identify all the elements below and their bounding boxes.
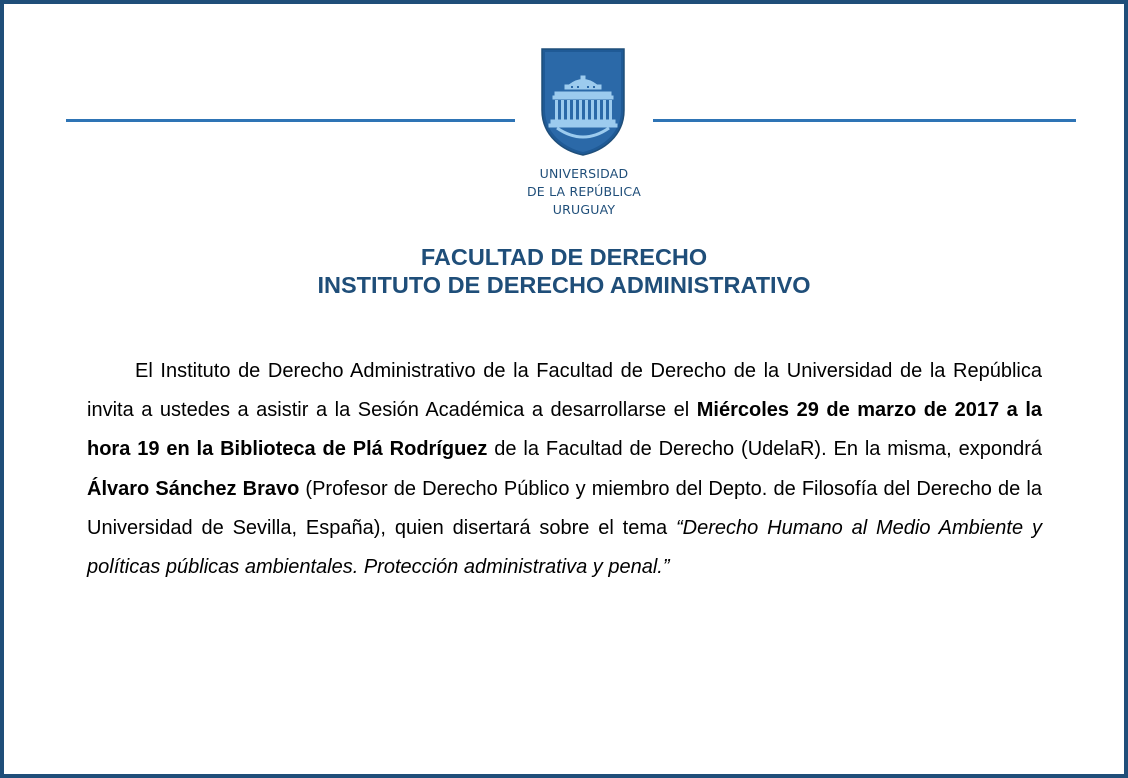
invitation-paragraph	[87, 352, 1042, 587]
heading-institute: INSTITUTO DE DERECHO ADMINISTRATIVO	[317, 272, 811, 298]
document-heading	[0, 243, 1128, 299]
header-rule-left	[66, 119, 515, 122]
invitation-text-1: El Instituto de Derecho Administrativo de la Facultad de Derecho de la Universidad de la República invita a ustedes a asistir a la Sesión Académica a desarrollarse el	[87, 360, 1042, 422]
talk-topic: “Derecho Humano al Medio Ambiente y políticas públicas ambientales. Protección administrativa y penal.”	[87, 516, 1042, 579]
speaker-name: Álvaro Sánchez Bravo	[87, 477, 300, 500]
university-name-line-1: UNIVERSIDAD	[539, 166, 629, 181]
university-name-line-2: DE LA REPÚBLICA	[526, 184, 642, 199]
invitation-text-3: (Profesor de Derecho Público y miembro del Depto. de Filosofía del Derecho de la Universidad de Sevilla, España), quien disertará sobre el tema	[87, 477, 1042, 539]
event-date-place: Miércoles 29 de marzo de 2017 a la hora 19 en la Biblioteca de Plá Rodríguez	[87, 399, 1042, 461]
university-name	[484, 165, 684, 219]
invitation-text-2: de la Facultad de Derecho (UdelaR). En la misma, expondrá	[487, 438, 1042, 461]
university-crest-icon	[541, 48, 625, 156]
university-name-line-3: URUGUAY	[552, 202, 616, 217]
header-rule-right	[653, 119, 1076, 122]
heading-faculty: FACULTAD DE DERECHO	[420, 244, 708, 270]
